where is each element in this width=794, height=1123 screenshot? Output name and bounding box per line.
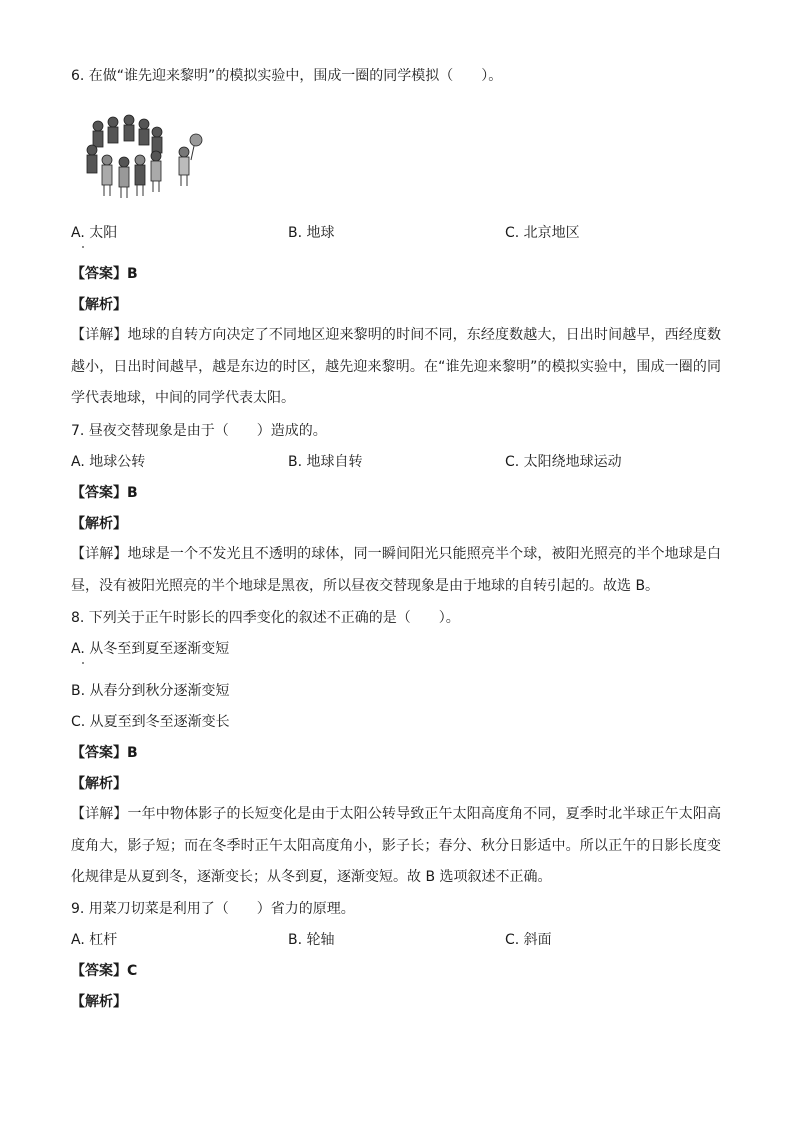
scan-speck <box>82 246 84 248</box>
q6-stem: 6. 在做“谁先迎来黎明”的模拟实验中，围成一圈的同学模拟（ ）。 <box>71 68 503 84</box>
q7-answer: 【答案】B <box>71 485 138 501</box>
q7-option-b: B. 地球自转 <box>288 454 363 470</box>
q6-option-b: B. 地球 <box>288 225 335 241</box>
scan-speck <box>82 662 84 664</box>
q9-option-c: C. 斜面 <box>505 932 552 948</box>
q7-analysis-label: 【解析】 <box>71 516 127 532</box>
q7-option-c: C. 太阳绕地球运动 <box>505 454 622 470</box>
q9-option-b: B. 轮轴 <box>288 932 335 948</box>
q8-analysis-label: 【解析】 <box>71 776 127 792</box>
q8-stem: 8. 下列关于正午时影长的四季变化的叙述不正确的是（ ）。 <box>71 610 460 626</box>
q8-option-c: C. 从夏至到冬至逐渐变长 <box>71 714 230 730</box>
q7-stem: 7. 昼夜交替现象是由于（ ）造成的。 <box>71 423 327 439</box>
children-circle-illustration <box>80 110 205 202</box>
q6-detail: 【详解】地球的自转方向决定了不同地区迎来黎明的时间不同，东经度数越大，日出时间越早，西经度数越小，日出时间越早，越是东边的时区，越先迎来黎明。在“谁先迎来黎明”的模拟实验中，围成一圈的同学代表地球，中间的同学代表太阳。 <box>71 327 721 406</box>
q7-option-a: A. 地球公转 <box>71 454 146 470</box>
q8-option-b: B. 从春分到秋分逐渐变短 <box>71 683 230 699</box>
q9-answer: 【答案】C <box>71 963 138 979</box>
q8-detail: 【详解】一年中物体影子的长短变化是由于太阳公转导致正午太阳高度角不同，夏季时北半球正午太阳高度角大，影子短；而在冬季时正午太阳高度角小，影子长；春分、秋分日影适中。所以正午的日影长度变化规律是从夏到冬，逐渐变长；从冬到夏，逐渐变短。故 B 选项叙述不正确。 <box>71 806 721 885</box>
q6-option-c: C. 北京地区 <box>505 225 580 241</box>
q6-option-a: A. 太阳 <box>71 225 118 241</box>
q9-stem: 9. 用菜刀切菜是利用了（ ）省力的原理。 <box>71 901 355 917</box>
q9-analysis-label: 【解析】 <box>71 994 127 1010</box>
q6-answer: 【答案】B <box>71 266 138 282</box>
q8-answer: 【答案】B <box>71 745 138 761</box>
q8-option-a: A. 从冬至到夏至逐渐变短 <box>71 641 230 657</box>
q9-option-a: A. 杠杆 <box>71 932 118 948</box>
q6-analysis-label: 【解析】 <box>71 297 127 313</box>
q7-detail: 【详解】地球是一个不发光且不透明的球体，同一瞬间阳光只能照亮半个球，被阳光照亮的半个地球是白昼，没有被阳光照亮的半个地球是黑夜，所以昼夜交替现象是由于地球的自转引起的。故选 B。 <box>71 546 721 594</box>
